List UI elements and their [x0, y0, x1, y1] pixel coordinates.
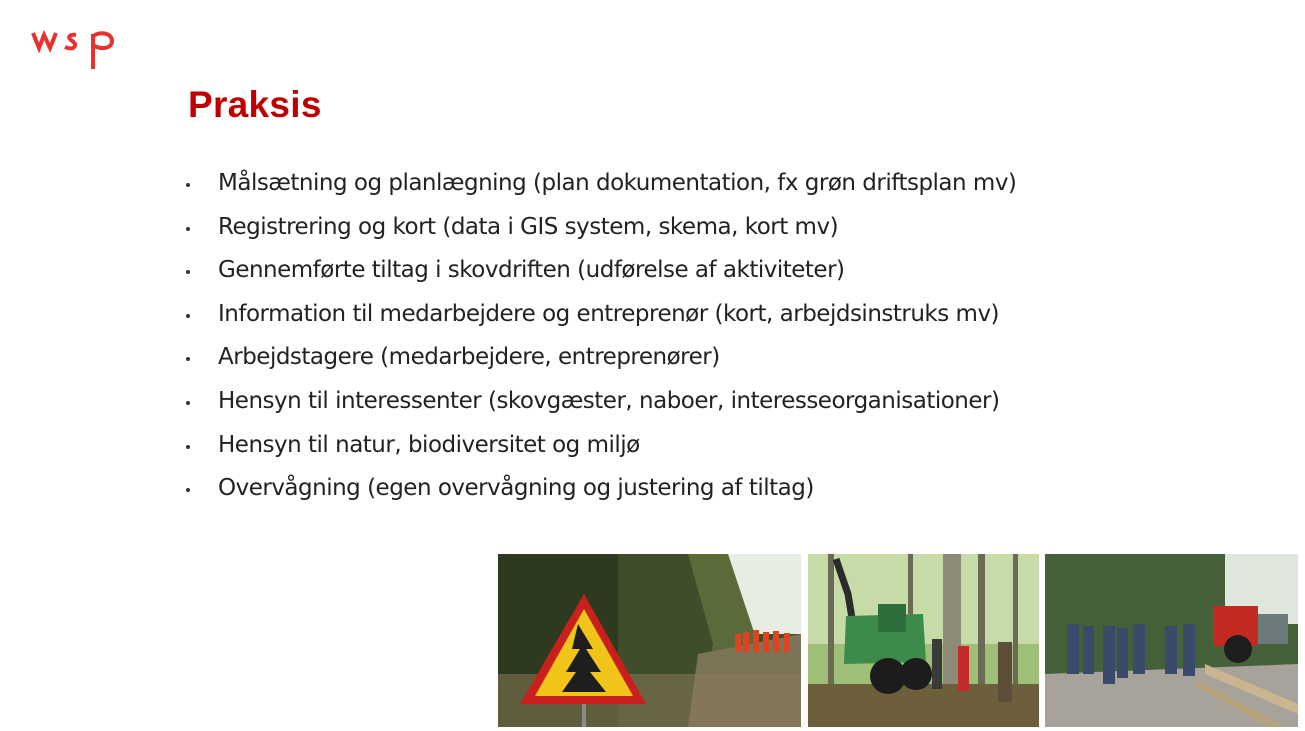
bullet-text: Arbejdstagere (medarbejdere, entreprenører): [218, 344, 720, 371]
wsp-logo: [30, 28, 118, 72]
bullet-dot-icon: [186, 270, 190, 274]
slide-title: Praksis: [188, 84, 322, 125]
bullet-dot-icon: [186, 314, 190, 318]
forestry-forwarder-machine-photo: [808, 554, 1039, 727]
bullet-dot-icon: [186, 401, 190, 405]
bullet-text: Information til medarbejdere og entreprenør (kort, arbejdsinstruks mv): [218, 300, 1000, 327]
bullet-dot-icon: [186, 227, 190, 231]
bullet-item: [186, 249, 1016, 293]
bullet-dot-icon: [186, 445, 190, 449]
bullet-text: Gennemførte tiltag i skovdriften (udførelse af aktiviteter): [218, 257, 845, 284]
bullet-list: [186, 162, 1016, 511]
bullet-text: Hensyn til interessenter (skovgæster, naboer, interesseorganisationer): [218, 387, 1000, 414]
bullet-dot-icon: [186, 183, 190, 187]
falling-tree-warning-sign-photo: [498, 554, 801, 727]
bullet-item: [186, 380, 1016, 424]
bullet-dot-icon: [186, 488, 190, 492]
bullet-text: Registrering og kort (data i GIS system, skema, kort mv): [218, 213, 839, 240]
people-by-tractor-photo: [1045, 554, 1298, 727]
bullet-item: [186, 467, 1016, 511]
bullet-item: [186, 293, 1016, 337]
bullet-dot-icon: [186, 357, 190, 361]
bullet-text: Målsætning og planlægning (plan dokumentation, fx grøn driftsplan mv): [218, 170, 1017, 196]
bullet-text: Hensyn til natur, biodiversitet og miljø: [218, 431, 640, 458]
bullet-item: [186, 162, 1016, 206]
bullet-item: [186, 206, 1016, 250]
bullet-item: [186, 336, 1016, 380]
bullet-item: [186, 424, 1016, 468]
bullet-text: Overvågning (egen overvågning og justering af tiltag): [218, 475, 814, 502]
